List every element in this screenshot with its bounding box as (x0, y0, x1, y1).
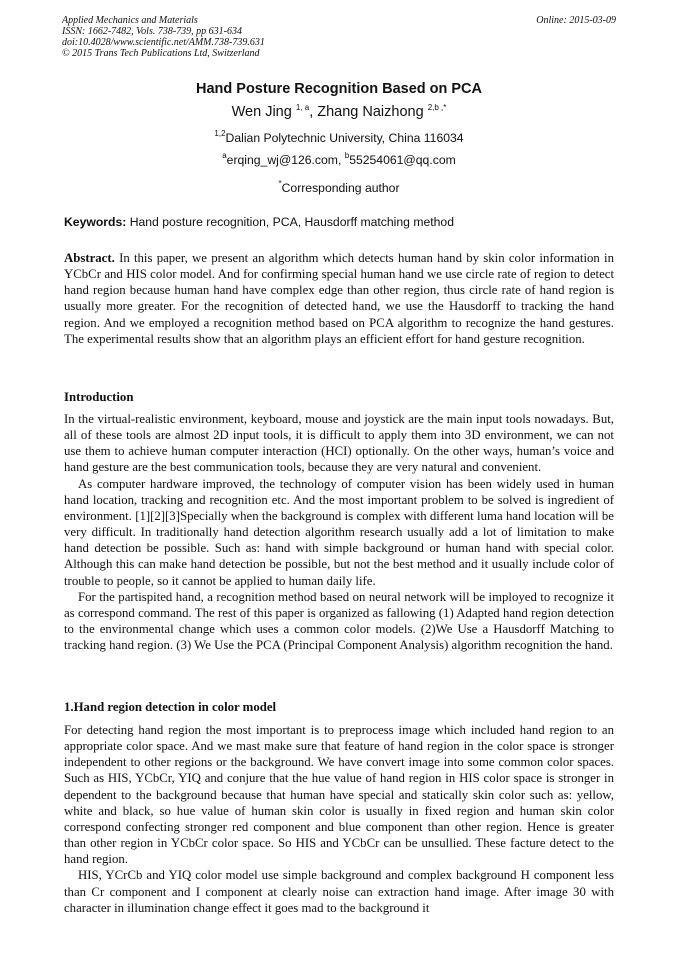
section-1-paragraph-1: For detecting hand region the most important is to preprocess image which included hand region to an appropriate color space. And we mast make sure that feature of hand region in the color space is stronger independent to other regions or the background. We have convert image into some common color spaces. Such as HIS, YCbCr, YIQ and conjure that the hue value of hand region in HIS color space is stronger in dependent to the background because that human have special and statically skin color such as: yellow, white and black, so hue value of human skin color is usually in fixed region and human skin color correspond confecting stronger red component and blue component than other region. Hence is greater than other region in YCbCr color space. So HIS and YCbCr can be unsullied. These facture detect to the hand region. (64, 723, 614, 867)
email-b: 55254061@qq.com (349, 153, 456, 167)
author-2-affiliation-mark: 2,b ,* (427, 103, 447, 112)
corresponding-text: Corresponding author (281, 181, 400, 195)
introduction-body (64, 411, 614, 653)
author-1-affiliation-mark: 1, a (295, 103, 310, 112)
email-a-mark: a (222, 151, 227, 160)
author-separator: , (309, 104, 318, 120)
abstract-label: Abstract. (64, 251, 115, 265)
intro-paragraph-3: For the partispited hand, a recognition method based on neural network will be imployed to recognize it as correspond command. The rest of this paper is organized as fallowing (1) Adapted hand region detection to the environmental change which uses a common color models. (2)We Use a Hausdorff Matching to tracking hand region. (3) We Use the PCA (Principal Component Analysis) algorithm recognition the hand. (64, 589, 614, 653)
paper-title: Hand Posture Recognition Based on PCA (196, 81, 482, 97)
affiliation (0, 131, 678, 145)
keywords-label: Keywords: (64, 215, 127, 229)
journal-name: Applied Mechanics and Materials (62, 15, 198, 26)
author-line (0, 104, 678, 120)
keywords (64, 215, 614, 229)
copyright-line: © 2015 Trans Tech Publications Ltd, Switzerland (62, 48, 260, 59)
issn-line: ISSN: 1662-7482, Vols. 738-739, pp 631-634 (62, 26, 242, 37)
corresponding-author-note (0, 181, 678, 195)
intro-paragraph-1: In the virtual-realistic environment, keyboard, mouse and joystick are the main input tools nowadays. But, all of these tools are almost 2D input tools, it is difficult to apply them into 3D environment, we can not use them to achieve human computer interaction (HCI) optionally. On the other ways, human’s voice and hand gesture are the best communication tools, because they are very natural and convenient. (64, 412, 614, 475)
email-a: erqing_wj@126.com, (226, 153, 345, 167)
affiliation-text: Dalian Polytechnic University, China 116034 (225, 131, 464, 145)
keywords-text: Hand posture recognition, PCA, Hausdorff matching method (126, 215, 454, 229)
section-1-body (64, 722, 614, 916)
section-1-heading: 1.Hand region detection in color model (64, 700, 277, 714)
affiliation-mark: 1,2 (214, 129, 226, 138)
section-1-paragraph-2: HIS, YCrCb and YIQ color model use simple background and complex background H component less than Cr component and I component at clearly noise can extraction hand image. After image 30 with character in illumination change effect it goes mad to the background it (64, 868, 614, 915)
introduction-heading: Introduction (64, 390, 134, 404)
email-line (0, 153, 678, 167)
author-2: Zhang Naizhong (317, 104, 428, 120)
abstract-text: In this paper, we present an algorithm which detects human hand by skin color information in YCbCr and HIS color model. And for confirming special human hand we use circle rate of region to detect hand region because human hand have complex edge than other region, thus circle rate of hand region is usually more greater. For the recognition of detected hand, we use the Hausdorff to tracking the hand region. And we employed a recognition method based on PCA algorithm to recognize the hand gestures. The experimental results show that an algorithm plays an efficient effort for hand gesture recognition. (64, 251, 614, 346)
online-date: Online: 2015-03-09 (536, 15, 616, 26)
intro-paragraph-2: As computer hardware improved, the technology of computer vision has been widely used in human hand location, tracking and recognition etc. And the most important problem to be solved is ingredient of environment. [1][2][3]Specially when the background is complex with different luma hand location will be very difficult. In traditionally hand detection algorithm research usually add a lot of limitation to make hand detection be possible. Such as: hand with simple background or human hand with special color. Although this can make hand detection be possible, but not the best method and it usually include color of trouble to people, so it cannot be applied to human daily life. (64, 476, 614, 588)
email-b-mark: b (344, 151, 350, 160)
doi-line: doi:10.4028/www.scientific.net/AMM.738-739.631 (62, 37, 265, 48)
author-1: Wen Jing (231, 104, 296, 120)
journal-header (62, 15, 265, 59)
abstract (64, 250, 614, 347)
corresponding-mark: * (278, 179, 282, 188)
